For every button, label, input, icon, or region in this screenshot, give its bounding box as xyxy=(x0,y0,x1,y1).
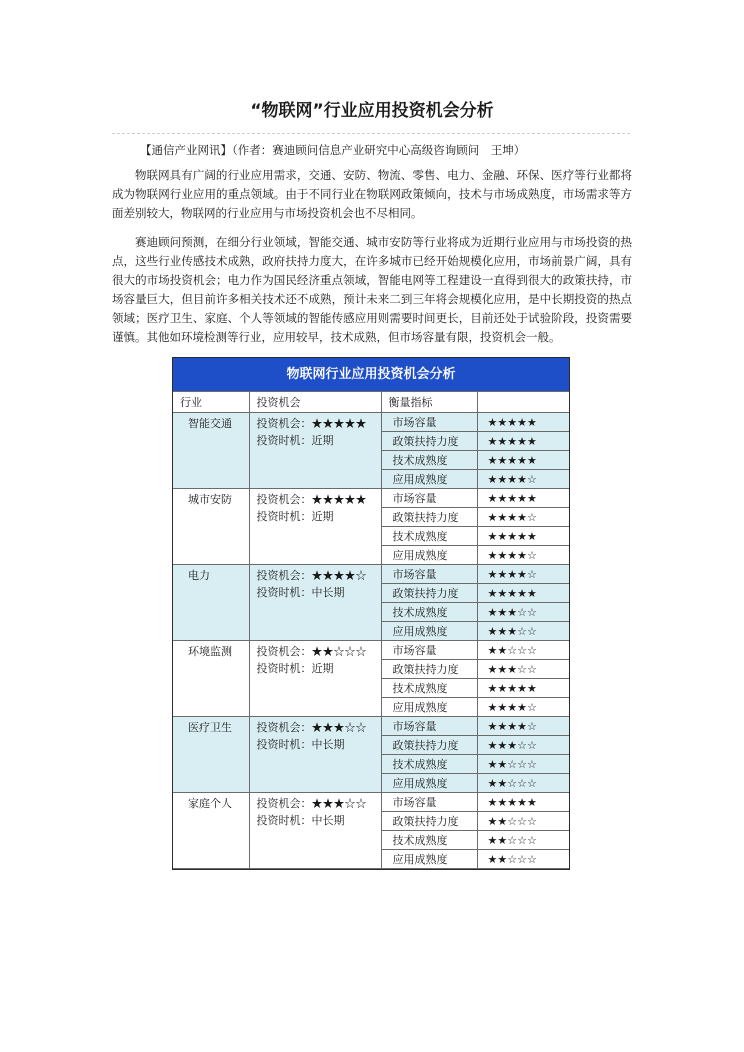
metric-name: 技术成熟度 xyxy=(381,451,477,470)
metric-rating: ★★★☆☆ xyxy=(477,736,569,755)
metric-rating: ★★☆☆☆ xyxy=(477,850,569,869)
metric-name: 政策扶持力度 xyxy=(381,812,477,831)
metric-rating: ★★★★★ xyxy=(477,413,569,432)
investment-opportunity: 投资机会：★★★☆☆ xyxy=(256,721,367,734)
metric-name: 应用成熟度 xyxy=(381,470,477,489)
metric-name: 应用成熟度 xyxy=(381,622,477,641)
investment-timing: 投资时机：近期 xyxy=(256,434,334,447)
metric-name: 应用成熟度 xyxy=(381,850,477,869)
metric-name: 技术成熟度 xyxy=(381,603,477,622)
industry-cell: 智能交通 xyxy=(173,413,249,489)
metric-rating: ★★☆☆☆ xyxy=(477,641,569,660)
opportunity-cell xyxy=(249,489,381,565)
investment-timing: 投资时机：近期 xyxy=(256,662,334,675)
metric-rating: ★★★★☆ xyxy=(477,470,569,489)
header-rating xyxy=(477,392,569,413)
article-source: 【通信产业网讯】（作者：赛迪顾问信息产业研究中心高级咨询顾问 王坤） xyxy=(140,143,526,157)
metric-rating: ★★☆☆☆ xyxy=(477,812,569,831)
metric-rating: ★★★★★ xyxy=(477,489,569,508)
metric-name: 市场容量 xyxy=(381,489,477,508)
metric-name: 技术成熟度 xyxy=(381,755,477,774)
investment-opportunity: 投资机会：★★★☆☆ xyxy=(256,797,367,810)
metric-rating: ★★★☆☆ xyxy=(477,603,569,622)
investment-timing: 投资时机：中长期 xyxy=(256,738,345,751)
header-industry: 行业 xyxy=(173,392,249,413)
metric-name: 政策扶持力度 xyxy=(381,736,477,755)
opportunity-cell xyxy=(249,793,381,869)
metric-rating: ★★☆☆☆ xyxy=(477,755,569,774)
metric-name: 政策扶持力度 xyxy=(381,508,477,527)
metric-rating: ★★★★★ xyxy=(477,793,569,812)
investment-opportunity: 投资机会：★★★★☆ xyxy=(256,569,367,582)
title-separator xyxy=(112,133,630,134)
metric-name: 应用成熟度 xyxy=(381,546,477,565)
metric-rating: ★★★★★ xyxy=(477,679,569,698)
metric-name: 政策扶持力度 xyxy=(381,432,477,451)
metric-name: 技术成熟度 xyxy=(381,831,477,850)
article-title: “物联网”行业应用投资机会分析 xyxy=(250,101,494,121)
metric-rating: ★★★★☆ xyxy=(477,698,569,717)
opportunity-cell xyxy=(249,413,381,489)
investment-opportunity: 投资机会：★★★★★ xyxy=(256,417,367,430)
metric-rating: ★★★☆☆ xyxy=(477,660,569,679)
metric-rating: ★★☆☆☆ xyxy=(477,831,569,850)
opportunity-cell xyxy=(249,641,381,717)
table-row xyxy=(173,717,569,736)
metric-rating: ★★☆☆☆ xyxy=(477,774,569,793)
table-row xyxy=(173,641,569,660)
metric-rating: ★★★★★ xyxy=(477,584,569,603)
metric-name: 应用成熟度 xyxy=(381,698,477,717)
investment-timing: 投资时机：近期 xyxy=(256,510,334,523)
industry-cell: 医疗卫生 xyxy=(173,717,249,793)
opportunity-cell xyxy=(249,565,381,641)
metric-name: 政策扶持力度 xyxy=(381,660,477,679)
metric-name: 市场容量 xyxy=(381,565,477,584)
investment-opportunity: 投资机会：★★☆☆☆ xyxy=(256,645,367,658)
metric-rating: ★★★★★ xyxy=(477,527,569,546)
metric-rating: ★★★☆☆ xyxy=(477,622,569,641)
investment-opportunity: 投资机会：★★★★★ xyxy=(256,493,367,506)
metric-name: 技术成熟度 xyxy=(381,527,477,546)
investment-table xyxy=(172,357,570,870)
investment-grid xyxy=(173,391,569,869)
industry-cell: 城市安防 xyxy=(173,489,249,565)
opportunity-cell xyxy=(249,717,381,793)
metric-rating: ★★★★☆ xyxy=(477,508,569,527)
table-row xyxy=(173,793,569,812)
industry-cell: 家庭个人 xyxy=(173,793,249,869)
metric-rating: ★★★★☆ xyxy=(477,546,569,565)
industry-cell: 环境监测 xyxy=(173,641,249,717)
metric-name: 应用成熟度 xyxy=(381,774,477,793)
metric-rating: ★★★★★ xyxy=(477,432,569,451)
metric-name: 技术成熟度 xyxy=(381,679,477,698)
paragraph-intro: 物联网具有广阔的行业应用需求，交通、安防、物流、零售、电力、金融、环保、医疗等行业都将成为物联网行业应用的重点领域。由于不同行业在物联网政策倾向，技术与市场成熟度，市场需求等方面差别较大，物联网的行业应用与市场投资机会也不尽相同。 xyxy=(112,168,632,220)
metric-rating: ★★★★★ xyxy=(477,451,569,470)
metric-name: 市场容量 xyxy=(381,717,477,736)
table-row xyxy=(173,565,569,584)
header-metric: 衡量指标 xyxy=(381,392,477,413)
table-header-row xyxy=(173,392,569,413)
table-row xyxy=(173,489,569,508)
table-row xyxy=(173,413,569,432)
industry-cell: 电力 xyxy=(173,565,249,641)
paragraph-forecast: 赛迪顾问预测，在细分行业领域，智能交通、城市安防等行业将成为近期行业应用与市场投资的热点，这些行业传感技术成熟，政府扶持力度大，在许多城市已经开始规模化应用，市场前景广阔，具有很大的市场投资机会；电力作为国民经济重点领域，智能电网等工程建设一直得到很大的政策扶持，市场容量巨大，但目前许多相关技术还不成熟，预计未来二到三年将会规模化应用，是中长期投资的热点领域；医疗卫生、家庭、个人等领域的智能传感应用则需要时间更长，目前还处于试验阶段，投资需要谨慎。其他如环境检测等行业，应用较早，技术成熟，但市场容量有限，投资机会一般。 xyxy=(112,235,632,344)
table-title: 物联网行业应用投资机会分析 xyxy=(173,358,569,391)
investment-timing: 投资时机：中长期 xyxy=(256,814,345,827)
metric-name: 政策扶持力度 xyxy=(381,584,477,603)
header-opportunity: 投资机会 xyxy=(249,392,381,413)
metric-name: 市场容量 xyxy=(381,413,477,432)
metric-rating: ★★★★☆ xyxy=(477,565,569,584)
metric-name: 市场容量 xyxy=(381,793,477,812)
investment-timing: 投资时机：中长期 xyxy=(256,586,345,599)
metric-rating: ★★★★☆ xyxy=(477,717,569,736)
metric-name: 市场容量 xyxy=(381,641,477,660)
